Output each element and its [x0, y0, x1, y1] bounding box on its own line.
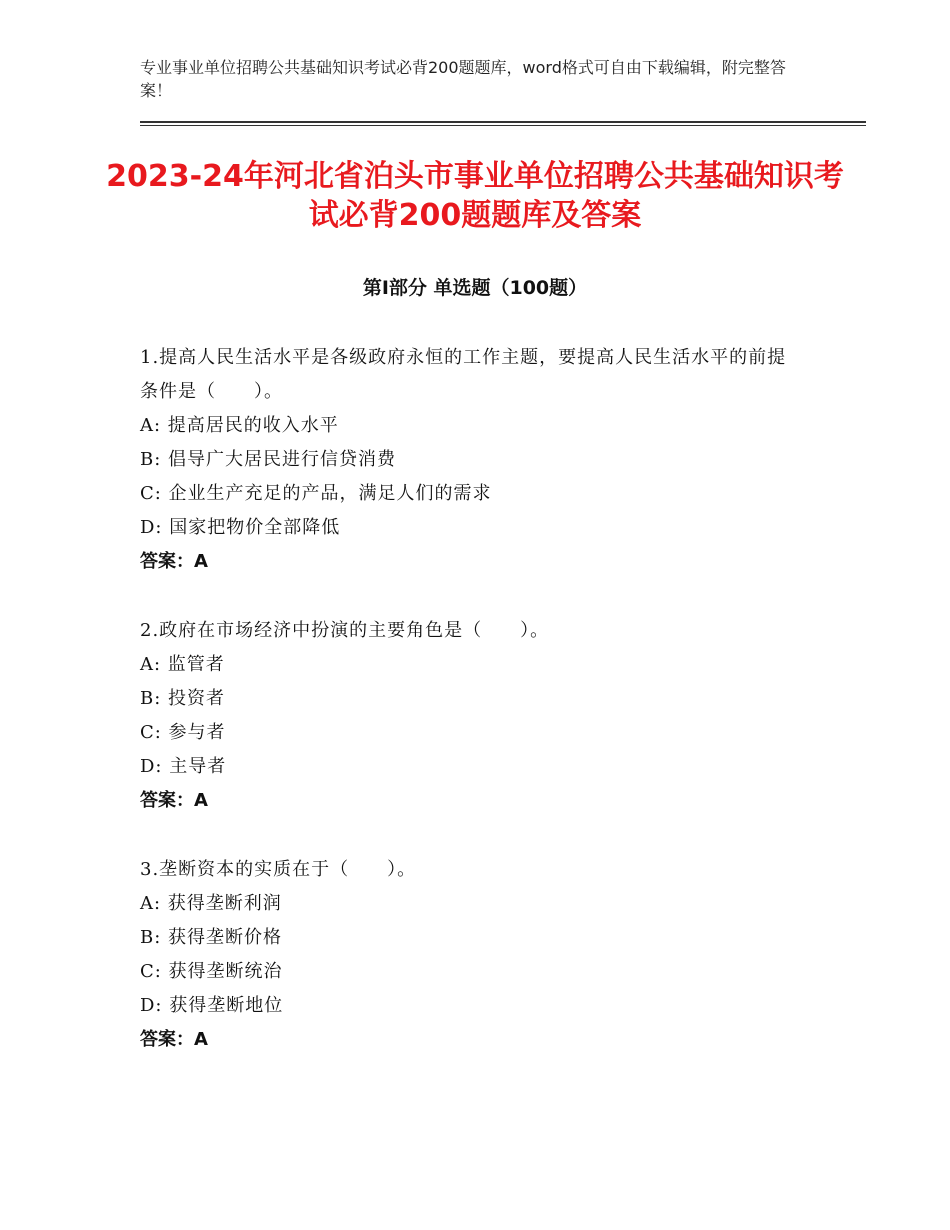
- document-title: 2023-24年河北省泊头市事业单位招聘公共基础知识考试必背200题题库及答案: [106, 159, 844, 233]
- option-a: A: 监管者: [140, 654, 225, 675]
- option-d: D: 主导者: [140, 756, 227, 777]
- option-c: C: 获得垄断统治: [140, 961, 283, 982]
- question-3: [140, 853, 805, 1057]
- header-note: 专业事业单位招聘公共基础知识考试必背200题题库，word格式可自由下载编辑，附完整答案！: [140, 58, 786, 100]
- answer-line: 答案：A: [140, 551, 208, 572]
- option-c: C: 参与者: [140, 722, 226, 743]
- question-stem: 3.垄断资本的实质在于（ ）。: [140, 859, 417, 880]
- option-b: B: 投资者: [140, 688, 226, 709]
- option-d: D: 获得垄断地位: [140, 995, 284, 1016]
- section-heading: 第Ⅰ部分 单选题（100题）: [362, 277, 588, 299]
- option-a: A: 提高居民的收入水平: [140, 415, 339, 436]
- option-d: D: 国家把物价全部降低: [140, 517, 341, 538]
- question-2: [140, 614, 805, 818]
- answer-line: 答案：A: [140, 790, 208, 811]
- header-divider-thick: [140, 121, 866, 123]
- option-a: A: 获得垄断利润: [140, 893, 282, 914]
- answer-line: 答案：A: [140, 1029, 208, 1050]
- option-b: B: 获得垄断价格: [140, 927, 283, 948]
- question-1: [140, 341, 805, 579]
- option-c: C: 企业生产充足的产品，满足人们的需求: [140, 483, 492, 504]
- question-stem: 2.政府在市场经济中扮演的主要角色是（ ）。: [140, 620, 550, 641]
- question-stem: 1.提高人民生活水平是各级政府永恒的工作主题，要提高人民生活水平的前提条件是（ ）。: [140, 347, 787, 402]
- header-divider-thin: [140, 125, 866, 126]
- option-b: B: 倡导广大居民进行信贷消费: [140, 449, 397, 470]
